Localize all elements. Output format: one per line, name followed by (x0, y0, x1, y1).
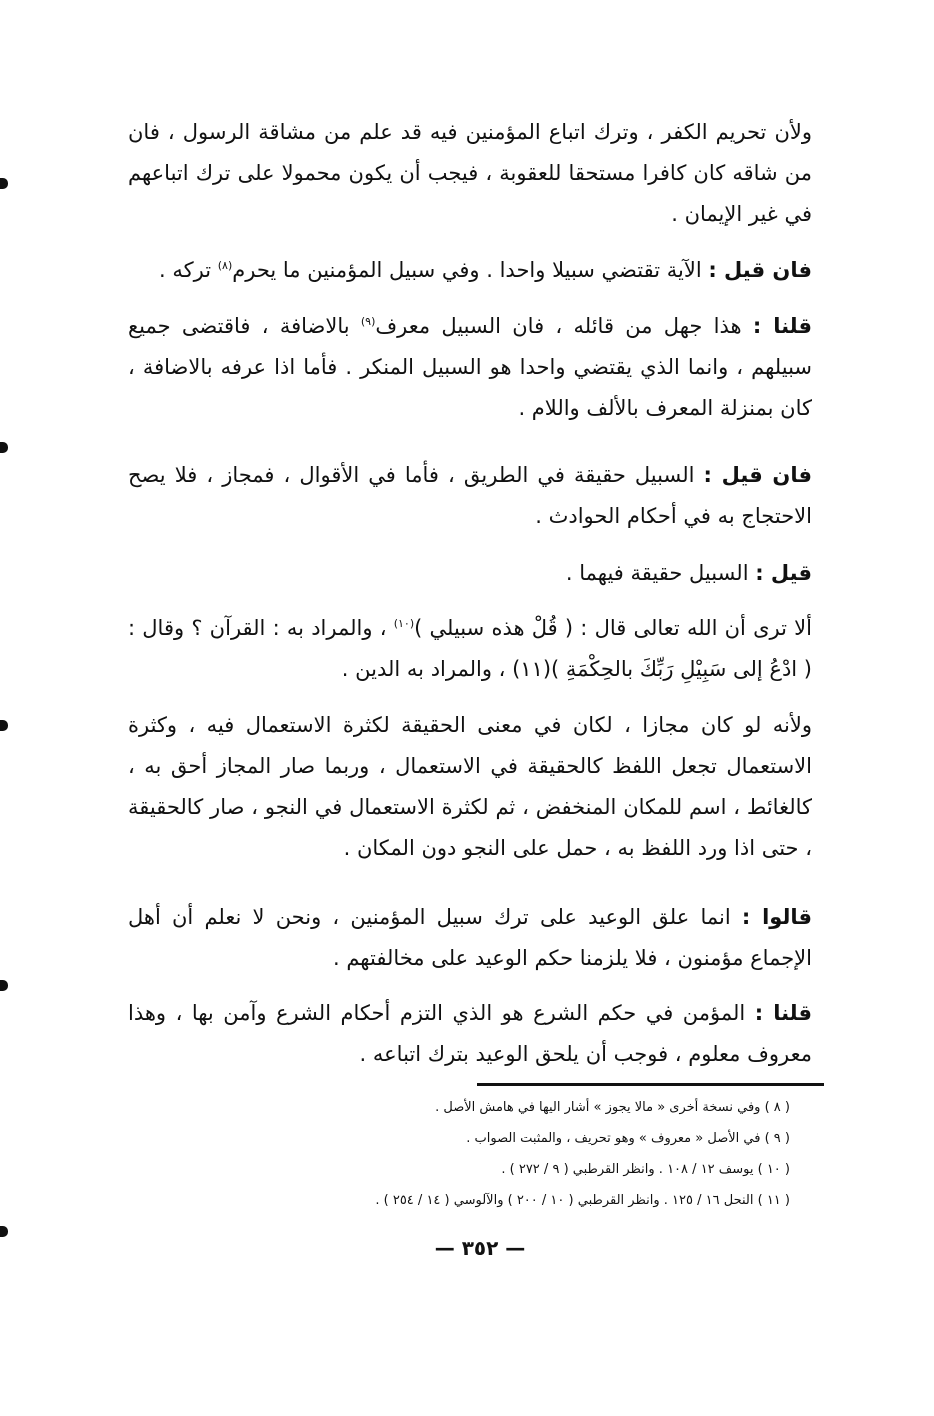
paragraph-1 (128, 112, 812, 235)
paragraph-4 (128, 455, 812, 537)
paragraph-body: انما علق الوعيد على ترك سبيل المؤمنين ، ونحن لا نعلم أن أهل الإجماع مؤمنون ، فلا يلزمنا حكم الوعيد على مخالفتهم . (128, 905, 812, 970)
page-number: — ٣٥٢ — (434, 1236, 526, 1260)
paragraph-body: ألا ترى أن الله تعالى قال : ( قُلْ هذه سبيلي ) (414, 616, 812, 640)
paragraph-body: المؤمن في حكم الشرع هو الذي التزم أحكام الشرع وآمن بها ، وهذا معروف معلوم ، فوجب أن يلحق الوعيد بترك اتباعه . (128, 1001, 812, 1066)
footnote-ref-8: (٨) (217, 259, 233, 272)
paragraph-lead: قيل : (755, 561, 812, 585)
footnote-divider (477, 1083, 824, 1086)
paragraph-lead: قلنا : (752, 314, 812, 338)
paragraph-7 (128, 705, 812, 869)
paragraph-9 (128, 993, 812, 1075)
paragraph-3 (128, 306, 812, 429)
paragraph-tail: تركه . (159, 258, 218, 282)
footnote-8: ( ٨ ) وفي نسخة أخرى « مالا يجوز » أشار اليها في هامش الأصل . (435, 1100, 790, 1115)
paragraph-2 (128, 250, 812, 291)
footnotes (300, 1092, 790, 1216)
binding-mark (0, 178, 8, 189)
footnote-ref-9: (٩) (360, 315, 376, 328)
paragraph-lead: فان قيل : (703, 463, 812, 487)
paragraph-tail: ، والمراد به : القرآن ؟ وقال : ( ادْعُ إلى سَبِيْلِ رَبِّكَ بالحِكْمَةِ )(١١) ، والمراد به الدين . (128, 616, 812, 681)
paragraph-tail: بالاضافة ، فاقتضى جميع سبيلهم ، وانما الذي يقتضي واحدا هو السبيل المنكر . فأما اذا عرفه بالاضافة ، كان بمنزلة المعرف بالألف واللام . (128, 314, 812, 420)
footnote-10: ( ١٠ ) يوسف ١٢ / ١٠٨ . وانظر القرطبي ( ٩ / ٢٧٢ ) . (501, 1162, 790, 1177)
paragraph-body: الآية تقتضي سبيلا واحدا . وفي سبيل المؤمنين ما يحرم (232, 258, 709, 282)
paragraph-lead: قلنا : (754, 1001, 812, 1025)
paragraph-5 (128, 553, 812, 594)
paragraph-lead: فان قيل : (708, 258, 812, 282)
footnote-11: ( ١١ ) النحل ١٦ / ١٢٥ . وانظر القرطبي ( ١٠ / ٢٠٠ ) والآلوسي ( ١٤ / ٢٥٤ ) . (375, 1193, 790, 1208)
paragraph-body: السبيل حقيقة في الطريق ، فأما في الأقوال ، فمجاز ، فلا يصح الاحتجاج به في أحكام الحوادث . (128, 463, 812, 528)
binding-mark (0, 720, 8, 731)
paragraph-body: هذا جهل من قائله ، فان السبيل معرف (375, 314, 753, 338)
binding-mark (0, 980, 8, 991)
paragraph-body: السبيل حقيقة فيهما . (565, 561, 756, 585)
paragraph-6 (128, 608, 812, 690)
footnote-ref-10: (١٠) (393, 617, 415, 630)
paragraph-body: ولأنه لو كان مجازا ، لكان في معنى الحقيقة لكثرة الاستعمال فيه ، وكثرة الاستعمال تجعل اللفظ كالحقيقة في الاستعمال ، وربما صار المجاز أحق به ، كالغائط ، اسم للمكان المنخفض ، ثم لكثرة الاستعمال في النجو ، صار كالحقيقة ، حتى اذا ورد اللفظ به ، حمل على النجو دون المكان . (128, 713, 812, 860)
footnote-9: ( ٩ ) في الأصل « معروف » وهو تحريف ، والمثبت الصواب . (466, 1131, 790, 1146)
binding-mark (0, 1226, 8, 1237)
binding-mark (0, 442, 8, 453)
paragraph-8 (128, 897, 812, 979)
paragraph-body: ولأن تحريم الكفر ، وترك اتباع المؤمنين فيه قد علم من مشاقة الرسول ، فان من شاقه كان كافرا مستحقا للعقوبة ، فيجب أن يكون محمولا على ترك اتباعهم في غير الإيمان . (128, 120, 812, 226)
paragraph-lead: قالوا : (741, 905, 812, 929)
